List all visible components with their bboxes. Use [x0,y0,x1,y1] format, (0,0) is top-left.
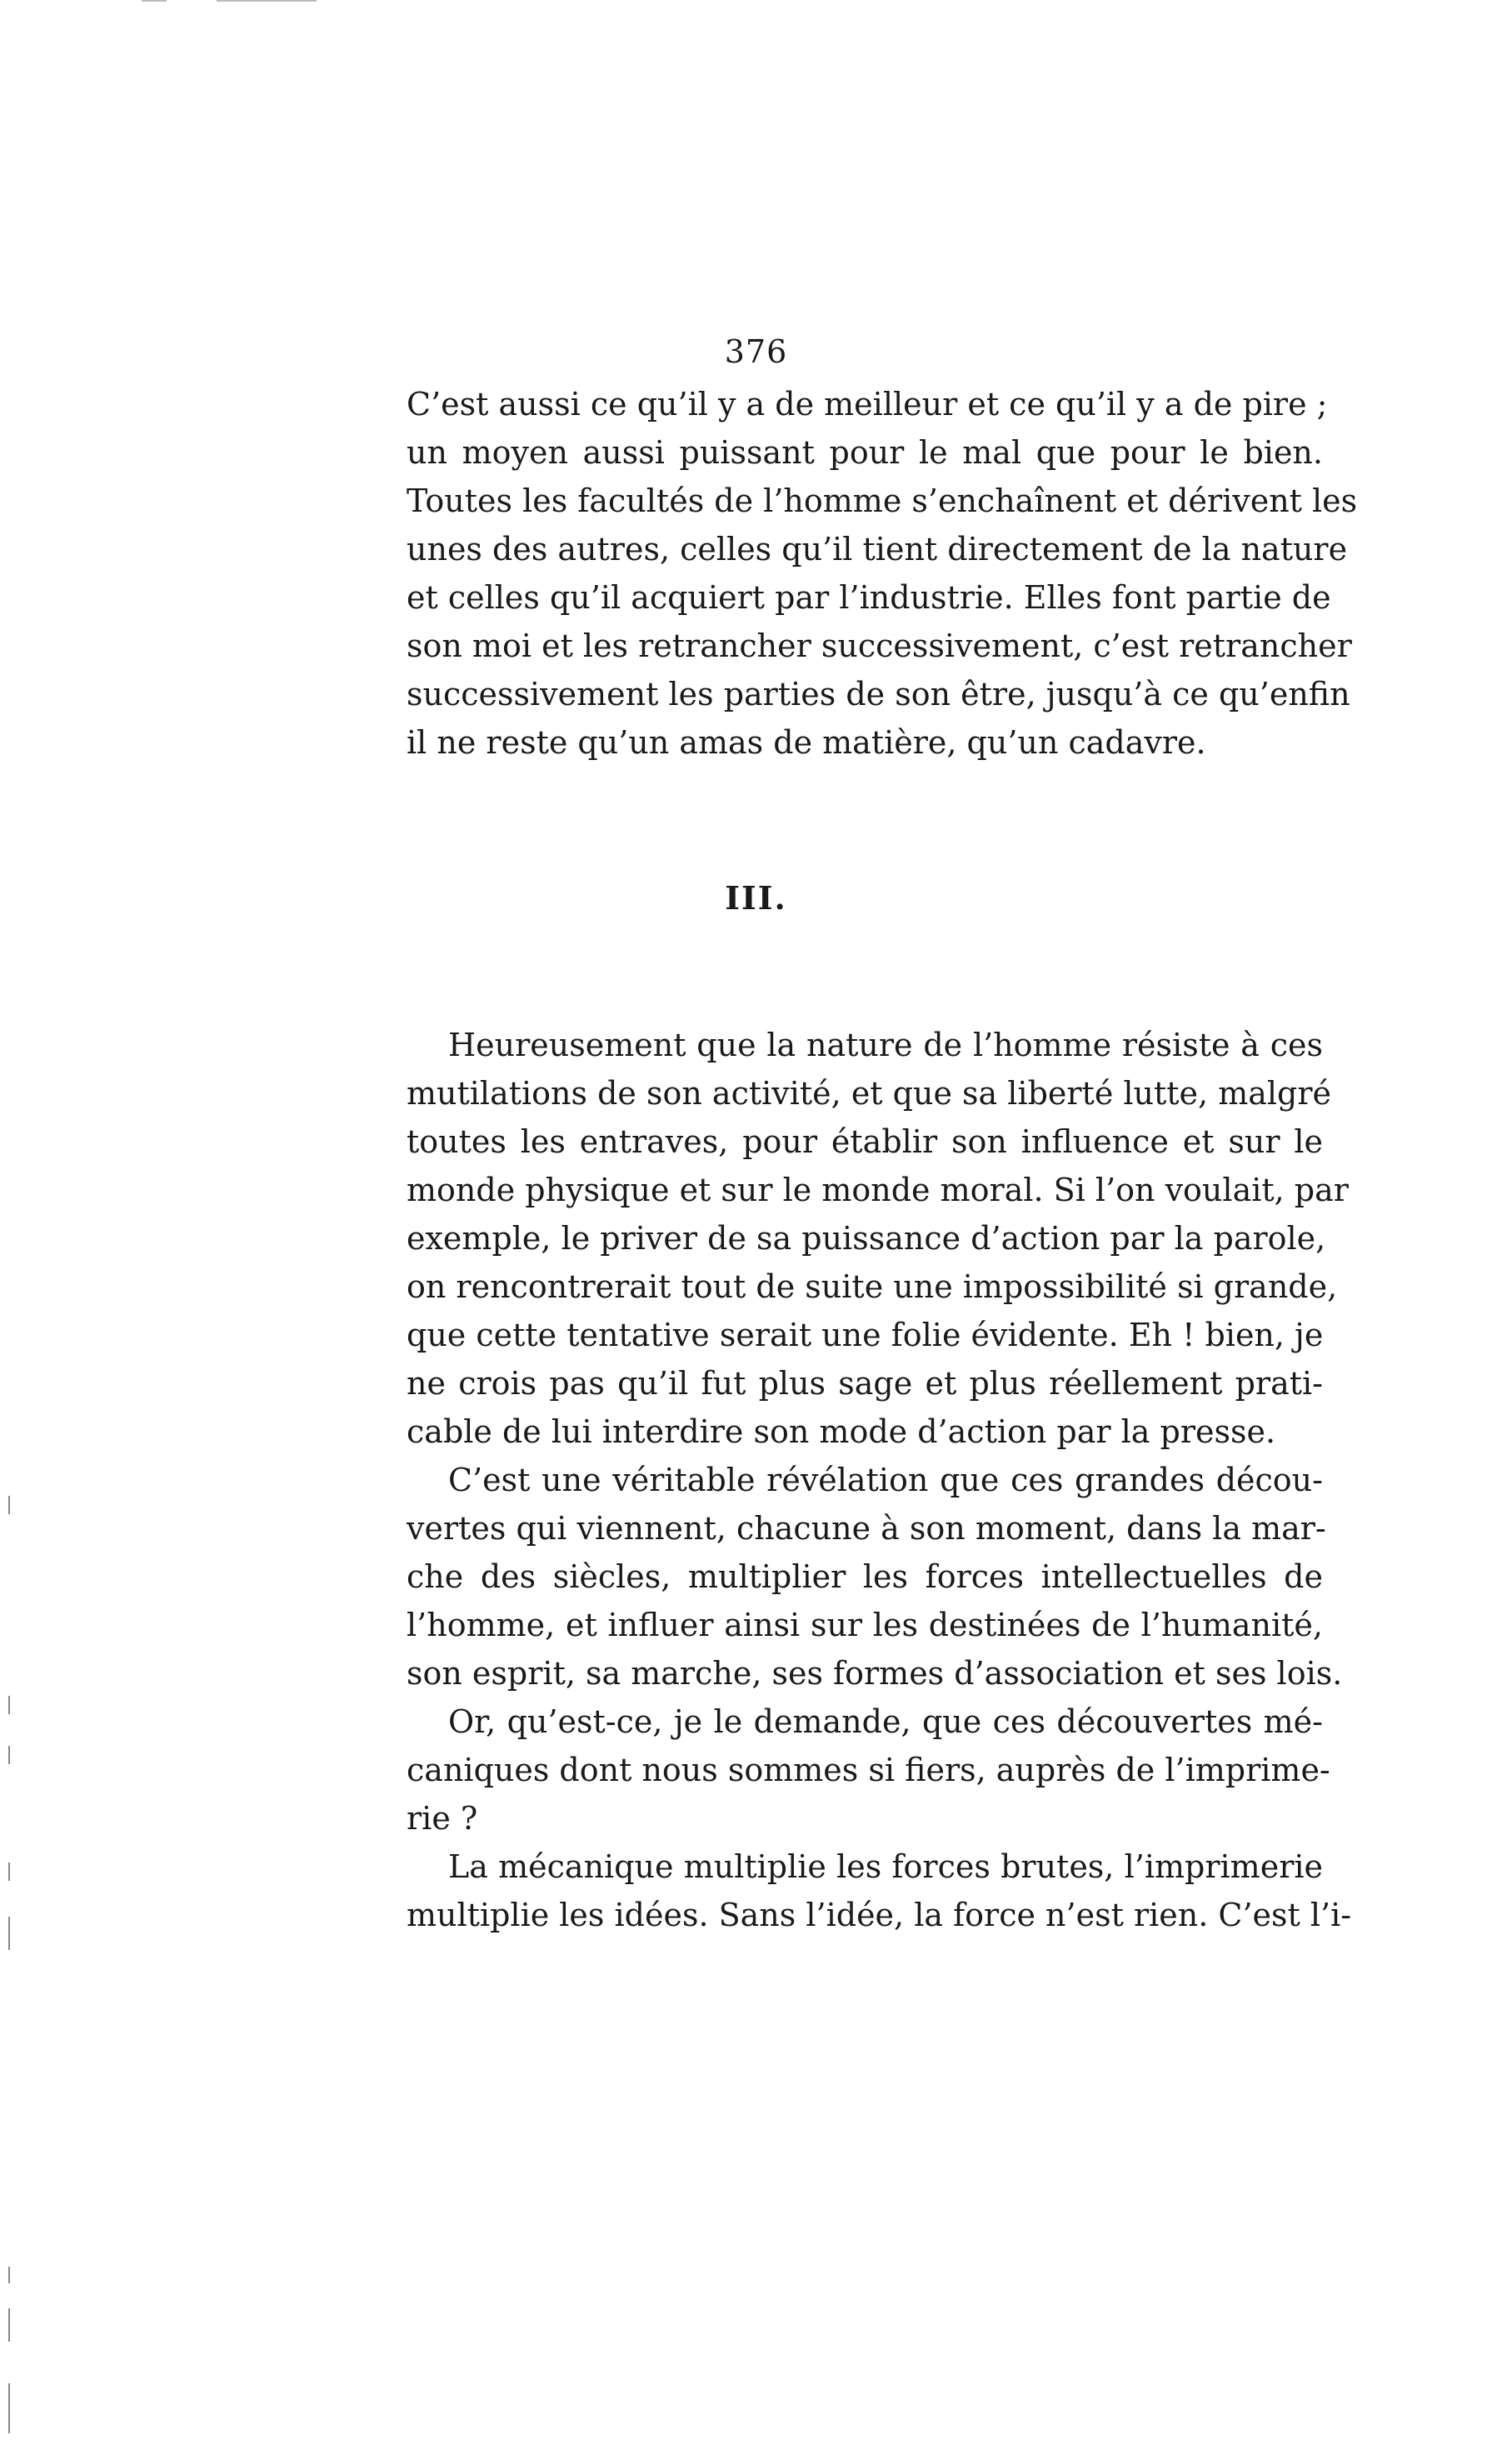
text-line: son esprit, sa marche, ses formes d’association et ses lois. [407,1655,1343,1692]
body-text [407,1021,1352,1939]
scan-margin-mark [8,2383,10,2433]
scan-margin-mark [8,1746,10,1764]
scan-margin-mark [8,1496,10,1514]
paragraph-4 [407,1698,1330,1842]
text-line: cable de lui interdire son mode d’action par la presse. [407,1413,1276,1450]
text-line: il ne reste qu’un amas de matière, qu’un cadavre. [407,724,1206,761]
scan-margin-mark [8,1917,10,1950]
scan-edge-mark [142,0,167,2]
text-line: Or, qu’est-ce, je le demande, que ces découvertes mé- [448,1703,1323,1740]
text-line: rie ? [407,1800,478,1837]
page-number: 376 [724,333,788,370]
text-line: on rencontrerait tout de suite une impossibilité si grande, [407,1268,1338,1305]
paragraph-1 [407,380,1358,767]
paragraph-3 [407,1456,1343,1698]
text-line: successivement les parties de son être, jusqu’à ce qu’enfin [407,676,1350,712]
text-line: Toutes les facultés de l’homme s’enchaînent et dérivent les [407,482,1358,519]
text-line: La mécanique multiplie les forces brutes, l’imprimerie [448,1848,1323,1885]
text-line: monde physique et sur le monde moral. Si l’on voulait, par [407,1172,1349,1208]
text-line: che des siècles, multiplier les forces intellectuelles de [407,1558,1323,1595]
text-line: toutes les entraves, pour établir son influence et sur le [407,1123,1323,1160]
text-line: C’est aussi ce qu’il y a de meilleur et ce qu’il y a de pire ; [407,386,1328,422]
text-line: exemple, le priver de sa puissance d’action par la parole, [407,1220,1326,1257]
scan-margin-mark [8,1696,10,1714]
paragraph-5 [407,1842,1352,1939]
text-line: C’est une véritable révélation que ces grandes décou- [448,1462,1323,1498]
scan-margin-mark [8,2267,10,2283]
text-line: son moi et les retrancher successivement, c’est retrancher [407,628,1352,664]
text-line: et celles qu’il acquiert par l’industrie. Elles font partie de [407,579,1331,616]
text-line: ne crois pas qu’il fut plus sage et plus réellement prati- [407,1365,1323,1402]
text-line: multiplie les idées. Sans l’idée, la force n’est rien. C’est l’i- [407,1897,1352,1933]
text-line: l’homme, et influer ainsi sur les destinées de l’humanité, [407,1607,1323,1643]
text-line: Heureusement que la nature de l’homme résiste à ces [448,1027,1323,1063]
text-line: unes des autres, celles qu’il tient directement de la nature [407,531,1348,568]
text-line: mutilations de son activité, et que sa liberté lutte, malgré [407,1075,1332,1112]
text-line: que cette tentative serait une folie évidente. Eh ! bien, je [407,1317,1324,1353]
text-line: vertes qui viennent, chacune à son moment, dans la mar- [407,1510,1326,1547]
text-line: un moyen aussi puissant pour le mal que pour le bien. [407,434,1323,471]
text-line: caniques dont nous sommes si fiers, auprès de l’imprime- [407,1752,1330,1788]
section-heading: III. [725,879,787,917]
scan-edge-mark [217,0,317,2]
scan-margin-mark [8,1862,10,1881]
paragraph-2 [407,1021,1349,1456]
scan-margin-mark [8,2308,10,2342]
